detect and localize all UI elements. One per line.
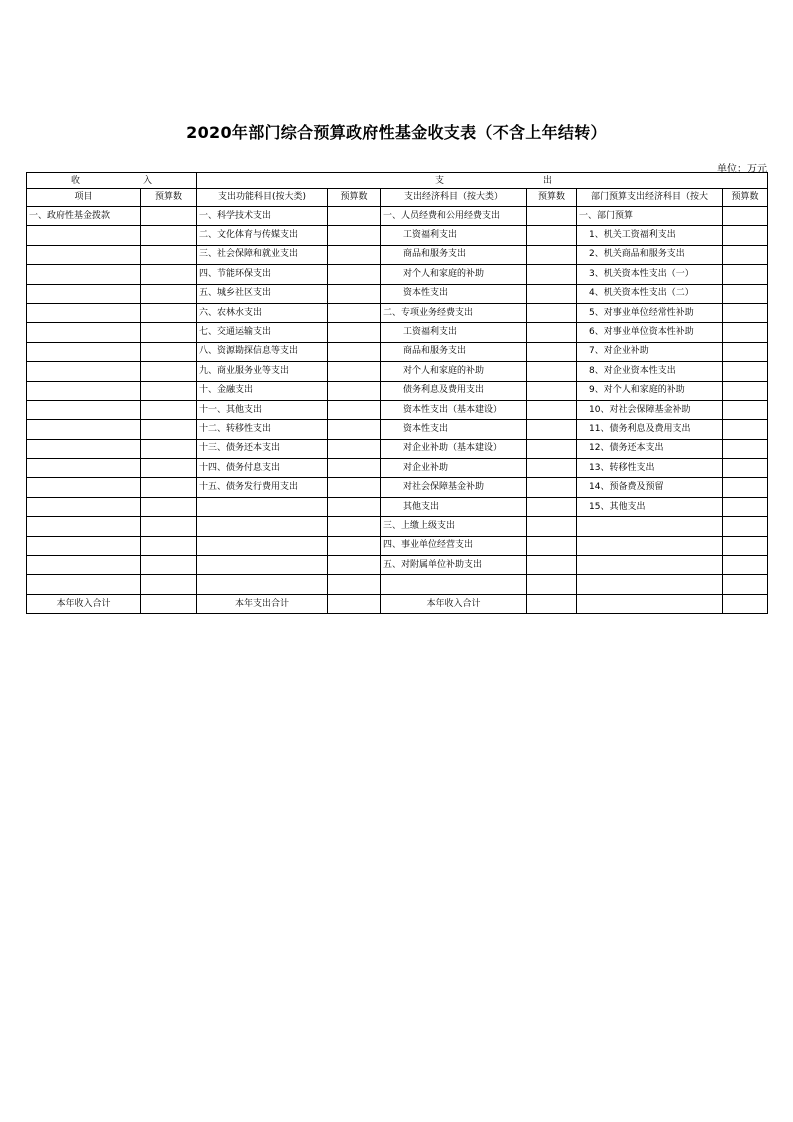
budget-cell [527, 594, 577, 613]
budget-cell [527, 400, 577, 419]
budget-cell [723, 381, 768, 400]
budget-cell [527, 575, 577, 594]
dept-cell: 9、对个人和家庭的补助 [577, 381, 723, 400]
income-group-header [27, 173, 197, 189]
budget-cell [328, 207, 381, 226]
budget-cell [328, 497, 381, 516]
budget-cell [141, 594, 197, 613]
budget-cell [723, 400, 768, 419]
dept-cell: 15、其他支出 [577, 497, 723, 516]
budget-cell [141, 303, 197, 322]
func-cell: 一、科学技术支出 [197, 207, 328, 226]
income-cell [27, 478, 141, 497]
table-row [27, 420, 768, 439]
col-header-dept: 部门预算支出经济科目（按大 [577, 189, 723, 207]
income-cell [27, 226, 141, 245]
col-header-budget: 预算数 [723, 189, 768, 207]
budget-cell [527, 536, 577, 555]
budget-cell [141, 420, 197, 439]
func-cell: 四、节能环保支出 [197, 265, 328, 284]
budget-cell [723, 342, 768, 361]
dept-cell [577, 536, 723, 555]
dept-cell: 8、对企业资本性支出 [577, 362, 723, 381]
func-cell: 七、交通运输支出 [197, 323, 328, 342]
expense-group-header [197, 173, 768, 189]
income-cell [27, 323, 141, 342]
func-cell: 九、商业服务业等支出 [197, 362, 328, 381]
income-cell [27, 459, 141, 478]
budget-cell [141, 556, 197, 575]
budget-cell [723, 575, 768, 594]
econ-cell: 资本性支出 [381, 420, 527, 439]
budget-cell [141, 342, 197, 361]
income-cell [27, 517, 141, 536]
func-cell: 十四、债务付息支出 [197, 459, 328, 478]
income-cell [27, 536, 141, 555]
budget-cell [328, 594, 381, 613]
budget-cell [723, 497, 768, 516]
table-row [27, 536, 768, 555]
budget-cell [328, 303, 381, 322]
income-cell [27, 556, 141, 575]
dept-cell: 5、对事业单位经常性补助 [577, 303, 723, 322]
budget-cell [141, 381, 197, 400]
income-cell [27, 245, 141, 264]
func-cell: 十五、债务发行费用支出 [197, 478, 328, 497]
table-row [27, 284, 768, 303]
func-cell: 十三、债务还本支出 [197, 439, 328, 458]
income-group-char-2: 入 [143, 176, 153, 186]
econ-cell [381, 575, 527, 594]
table-row [27, 478, 768, 497]
budget-cell [328, 381, 381, 400]
econ-cell: 对企业补助 [381, 459, 527, 478]
func-cell: 十二、转移性支出 [197, 420, 328, 439]
dept-cell: 14、预备费及预留 [577, 478, 723, 497]
dept-cell [577, 575, 723, 594]
budget-cell [527, 517, 577, 536]
budget-cell [527, 342, 577, 361]
budget-cell [141, 226, 197, 245]
budget-cell [723, 517, 768, 536]
budget-cell [328, 517, 381, 536]
budget-cell [328, 478, 381, 497]
income-cell [27, 381, 141, 400]
budget-cell [141, 245, 197, 264]
page-title: 2020年部门综合预算政府性基金收支表（不含上年结转） [186, 123, 607, 142]
budget-cell [723, 207, 768, 226]
func-cell [197, 536, 328, 555]
econ-cell: 商品和服务支出 [381, 342, 527, 361]
table-row [27, 556, 768, 575]
budget-cell [328, 265, 381, 284]
dept-cell: 3、机关资本性支出（一） [577, 265, 723, 284]
budget-cell [141, 362, 197, 381]
dept-cell [577, 594, 723, 613]
budget-cell [328, 536, 381, 555]
table-row [27, 323, 768, 342]
dept-cell: 7、对企业补助 [577, 342, 723, 361]
income-cell [27, 439, 141, 458]
table-row [27, 517, 768, 536]
budget-cell [141, 517, 197, 536]
budget-cell [328, 556, 381, 575]
budget-cell [141, 323, 197, 342]
budget-cell [527, 497, 577, 516]
econ-cell: 二、专项业务经费支出 [381, 303, 527, 322]
budget-cell [527, 362, 577, 381]
budget-cell [328, 245, 381, 264]
budget-cell [141, 497, 197, 516]
budget-cell [527, 556, 577, 575]
func-cell: 五、城乡社区支出 [197, 284, 328, 303]
econ-cell: 五、对附属单位补助支出 [381, 556, 527, 575]
table-row [27, 362, 768, 381]
budget-cell [527, 226, 577, 245]
budget-cell [723, 323, 768, 342]
func-cell: 十一、其他支出 [197, 400, 328, 419]
table-row [27, 381, 768, 400]
budget-cell [527, 265, 577, 284]
budget-cell [723, 362, 768, 381]
budget-cell [527, 323, 577, 342]
budget-cell [527, 381, 577, 400]
dept-cell: 4、机关资本性支出（二） [577, 284, 723, 303]
budget-cell [328, 342, 381, 361]
budget-cell [723, 478, 768, 497]
func-cell [197, 575, 328, 594]
table-row [27, 439, 768, 458]
budget-cell [527, 303, 577, 322]
col-header-econ: 支出经济科目（按大类） [381, 189, 527, 207]
income-cell [27, 575, 141, 594]
col-header-item: 项目 [27, 189, 141, 207]
dept-cell: 13、转移性支出 [577, 459, 723, 478]
budget-cell [723, 439, 768, 458]
budget-cell [141, 575, 197, 594]
budget-cell [723, 536, 768, 555]
income-cell [27, 400, 141, 419]
econ-cell: 对个人和家庭的补助 [381, 265, 527, 284]
table-row [27, 459, 768, 478]
econ-cell: 对个人和家庭的补助 [381, 362, 527, 381]
budget-cell [328, 439, 381, 458]
col-header-budget: 预算数 [328, 189, 381, 207]
budget-cell [141, 536, 197, 555]
table-row [27, 575, 768, 594]
dept-cell: 12、债务还本支出 [577, 439, 723, 458]
econ-cell: 资本性支出（基本建设） [381, 400, 527, 419]
table-row [27, 303, 768, 322]
column-header-row [27, 189, 768, 207]
totals-row [27, 594, 768, 613]
budget-cell [527, 207, 577, 226]
budget-cell [328, 420, 381, 439]
budget-table [26, 172, 768, 614]
table-row [27, 207, 768, 226]
func-cell [197, 517, 328, 536]
dept-cell: 一、部门预算 [577, 207, 723, 226]
dept-cell [577, 556, 723, 575]
econ-cell: 其他支出 [381, 497, 527, 516]
econ-cell: 一、人员经费和公用经费支出 [381, 207, 527, 226]
func-total-label: 本年支出合计 [197, 594, 328, 613]
econ-cell: 三、上缴上级支出 [381, 517, 527, 536]
budget-cell [723, 226, 768, 245]
econ-cell: 工资福利支出 [381, 226, 527, 245]
budget-cell [328, 284, 381, 303]
col-header-budget: 预算数 [527, 189, 577, 207]
budget-cell [141, 207, 197, 226]
func-cell: 八、资源勘探信息等支出 [197, 342, 328, 361]
table-row [27, 265, 768, 284]
budget-cell [328, 362, 381, 381]
unit-label: 单位：万元 [717, 164, 767, 175]
dept-cell: 2、机关商品和服务支出 [577, 245, 723, 264]
budget-cell [141, 459, 197, 478]
budget-cell [328, 323, 381, 342]
econ-cell: 工资福利支出 [381, 323, 527, 342]
budget-cell [527, 420, 577, 439]
budget-cell [723, 284, 768, 303]
income-group-char-1: 收 [71, 176, 81, 186]
expense-group-char-1: 支 [435, 176, 445, 186]
income-cell [27, 362, 141, 381]
budget-cell [527, 245, 577, 264]
func-cell: 三、社会保障和就业支出 [197, 245, 328, 264]
group-header-row [27, 173, 768, 189]
dept-cell: 1、机关工资福利支出 [577, 226, 723, 245]
econ-cell: 对社会保障基金补助 [381, 478, 527, 497]
col-header-func: 支出功能科目(按大类) [197, 189, 328, 207]
budget-cell [141, 284, 197, 303]
budget-cell [527, 284, 577, 303]
dept-cell: 10、对社会保障基金补助 [577, 400, 723, 419]
budget-cell [328, 400, 381, 419]
income-cell: 一、政府性基金拨款 [27, 207, 141, 226]
dept-cell: 6、对事业单位资本性补助 [577, 323, 723, 342]
income-cell [27, 497, 141, 516]
econ-cell: 四、事业单位经营支出 [381, 536, 527, 555]
econ-cell: 债务利息及费用支出 [381, 381, 527, 400]
col-header-budget: 预算数 [141, 189, 197, 207]
table-row [27, 245, 768, 264]
econ-cell: 商品和服务支出 [381, 245, 527, 264]
budget-cell [141, 478, 197, 497]
budget-cell [723, 459, 768, 478]
budget-cell [527, 459, 577, 478]
dept-cell: 11、债务利息及费用支出 [577, 420, 723, 439]
econ-cell: 资本性支出 [381, 284, 527, 303]
func-cell: 六、农林水支出 [197, 303, 328, 322]
budget-cell [141, 265, 197, 284]
budget-cell [527, 439, 577, 458]
func-cell: 二、文化体育与传媒支出 [197, 226, 328, 245]
func-cell: 十、金融支出 [197, 381, 328, 400]
budget-cell [328, 575, 381, 594]
income-total-label: 本年收入合计 [27, 594, 141, 613]
budget-cell [328, 459, 381, 478]
budget-cell [328, 226, 381, 245]
budget-cell [723, 594, 768, 613]
income-cell [27, 303, 141, 322]
table-row [27, 400, 768, 419]
table-row [27, 497, 768, 516]
budget-cell [527, 478, 577, 497]
income-cell [27, 284, 141, 303]
econ-total-label: 本年收入合计 [381, 594, 527, 613]
budget-cell [723, 420, 768, 439]
income-cell [27, 342, 141, 361]
budget-cell [141, 439, 197, 458]
budget-cell [723, 245, 768, 264]
func-cell [197, 556, 328, 575]
econ-cell: 对企业补助（基本建设） [381, 439, 527, 458]
table-row [27, 342, 768, 361]
budget-cell [141, 400, 197, 419]
table-row [27, 226, 768, 245]
income-cell [27, 265, 141, 284]
income-cell [27, 420, 141, 439]
expense-group-char-2: 出 [543, 176, 553, 186]
budget-cell [723, 303, 768, 322]
func-cell [197, 497, 328, 516]
budget-cell [723, 556, 768, 575]
dept-cell [577, 517, 723, 536]
budget-cell [723, 265, 768, 284]
